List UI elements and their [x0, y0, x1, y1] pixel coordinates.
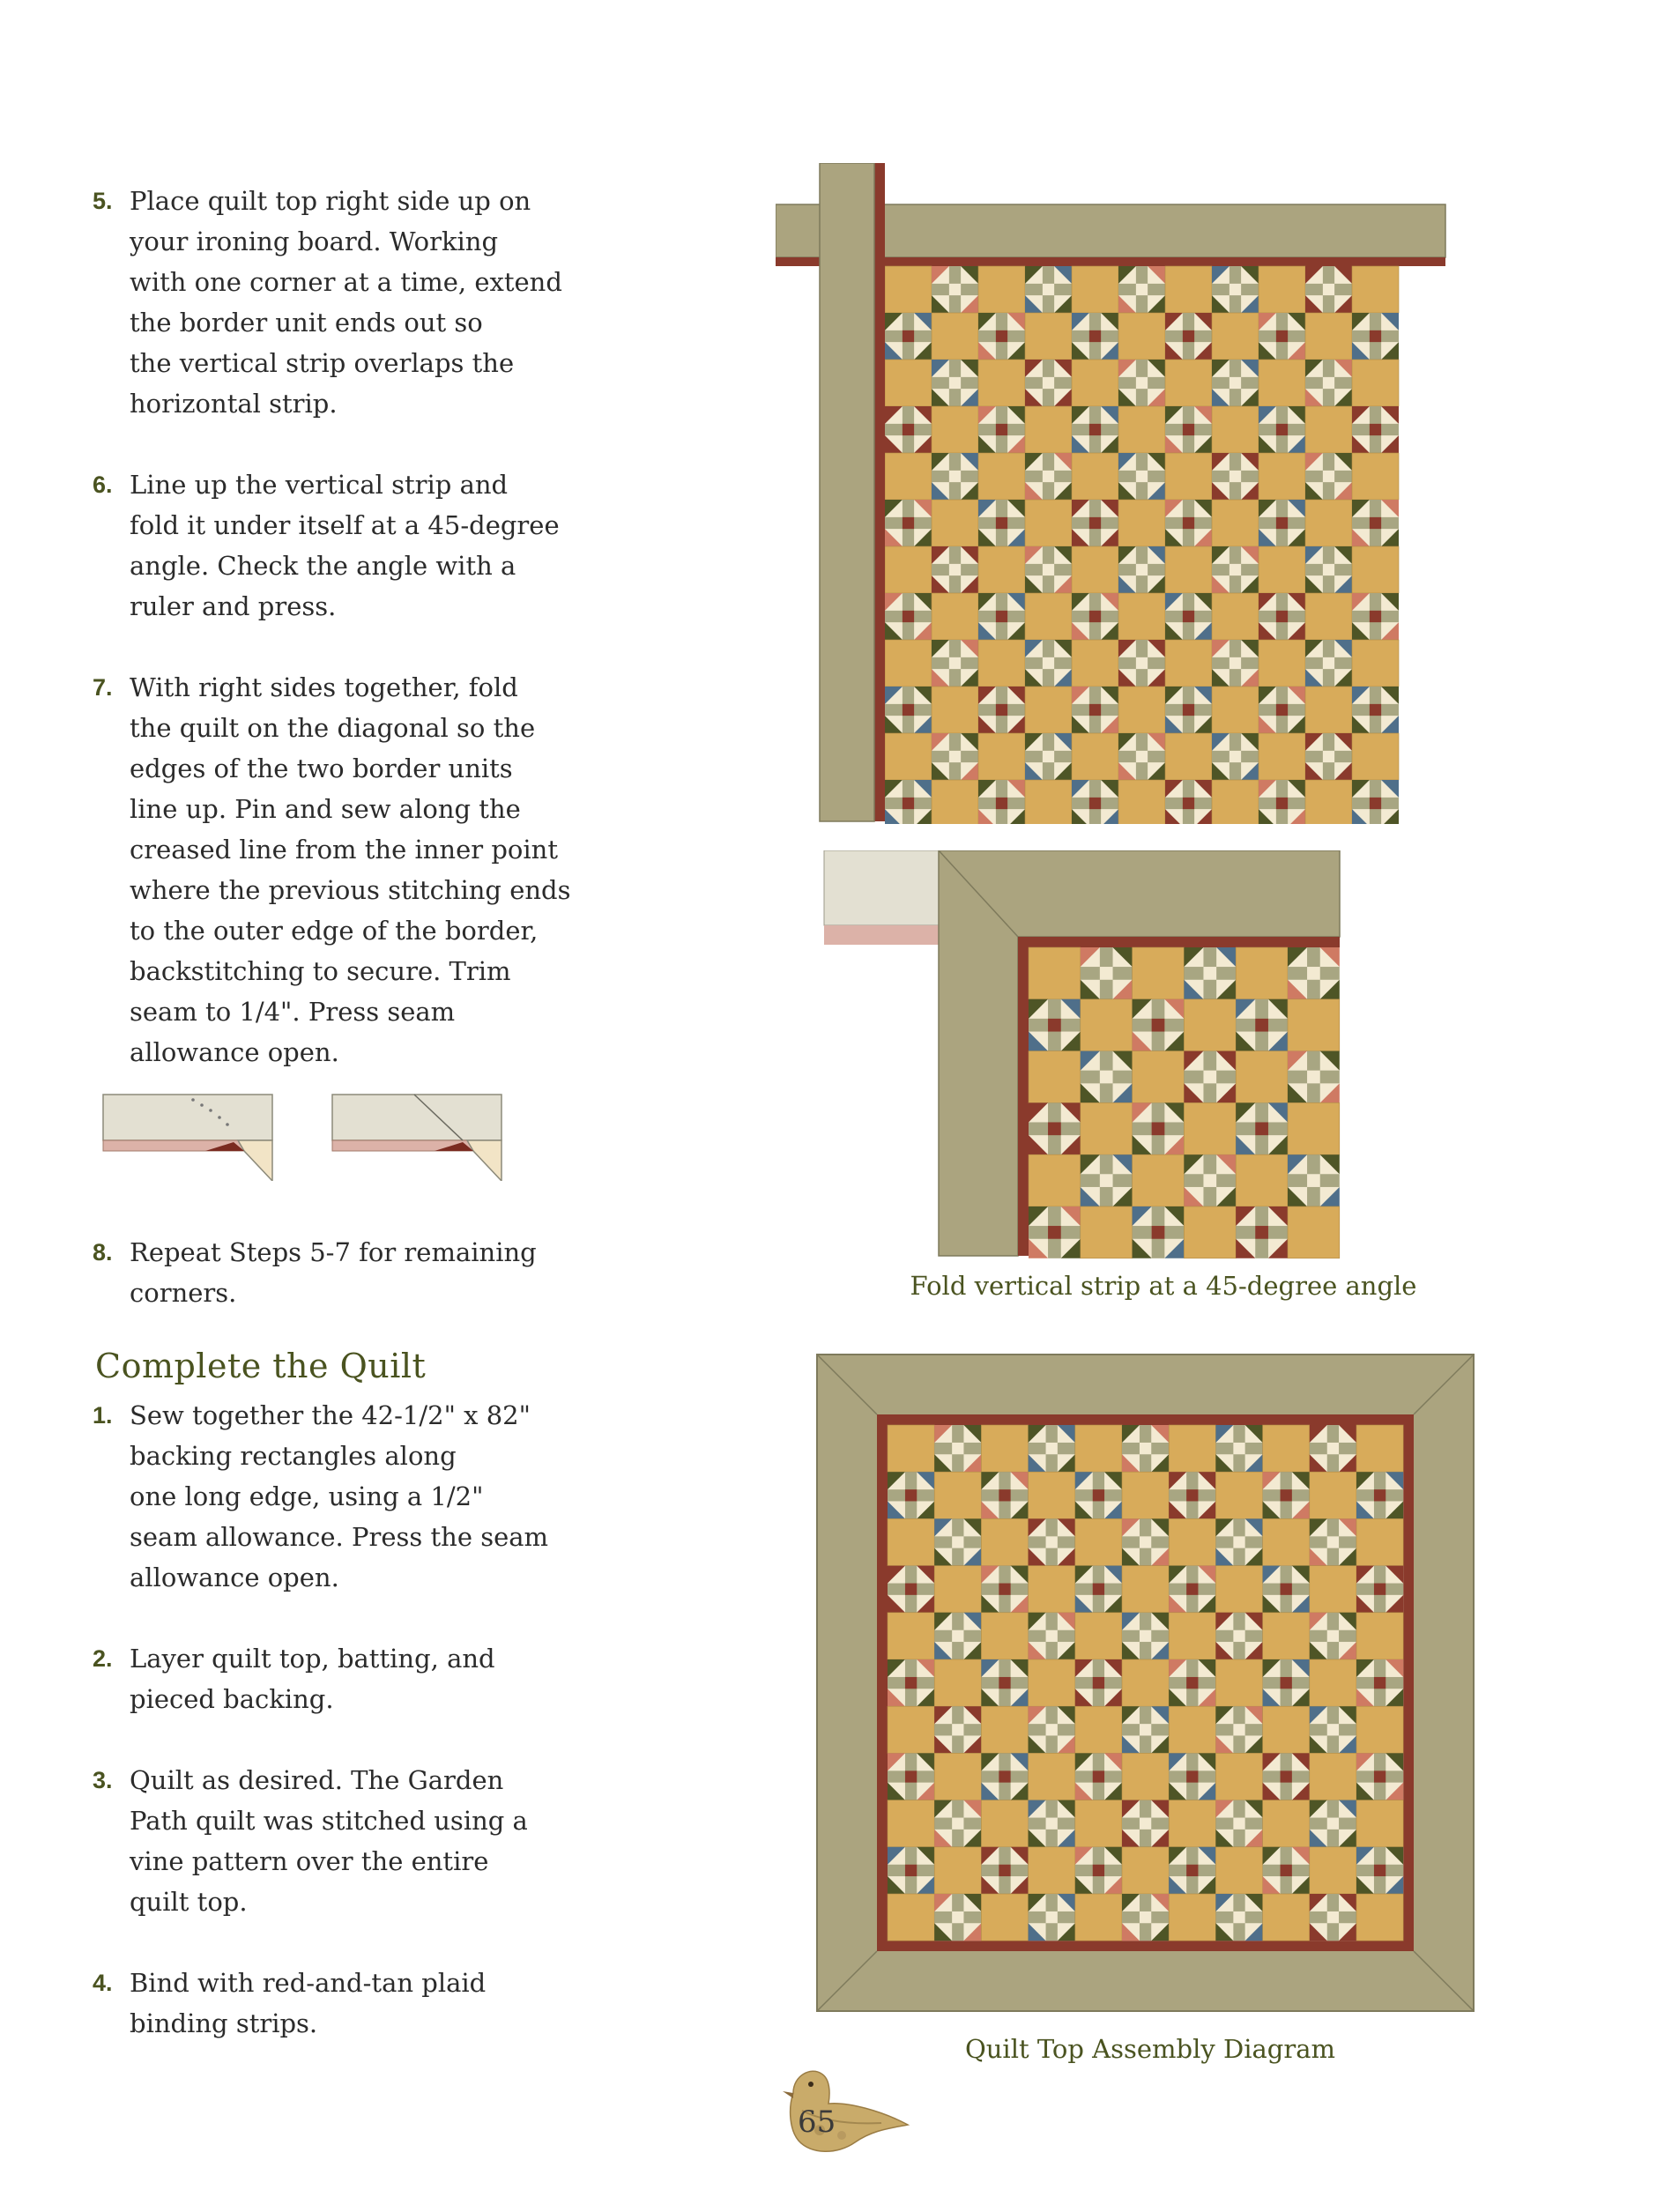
step-line: backing rectangles along — [130, 1441, 457, 1471]
step-number: 5. — [93, 188, 113, 214]
step-line: the vertical strip overlaps the — [130, 348, 515, 378]
complete-step-4 — [93, 1963, 586, 2044]
step-number: 1. — [93, 1402, 113, 1429]
step-line: seam to 1/4". Press seam — [130, 997, 456, 1027]
step-7 — [93, 667, 586, 1073]
step-number: 7. — [93, 674, 113, 701]
step-number: 3. — [93, 1767, 113, 1793]
step-line: Line up the vertical strip and — [130, 470, 509, 500]
step-line: Place quilt top right side up on — [130, 186, 531, 216]
step-line: creased line from the inner point — [130, 835, 558, 865]
complete-step-2 — [93, 1638, 586, 1719]
step-line: Quilt as desired. The Garden — [130, 1765, 504, 1795]
step-line: fold it under itself at a 45-degree — [130, 510, 560, 540]
page-number: 65 — [798, 2104, 836, 2140]
step-line: with one corner at a time, extend — [130, 267, 562, 297]
quilt-corner-blocks — [1029, 947, 1340, 1258]
step-line: quilt top. — [130, 1887, 248, 1917]
step-line: Bind with red-and-tan plaid — [130, 1968, 487, 1998]
complete-step-1 — [93, 1395, 586, 1598]
bird-icon — [767, 2067, 917, 2159]
step-line: corners. — [130, 1278, 237, 1308]
step-6 — [93, 464, 586, 627]
step-5 — [93, 181, 586, 424]
step-line: one long edge, using a 1/2" — [130, 1481, 484, 1511]
step-number: 6. — [93, 471, 113, 498]
section-title: Complete the Quilt — [95, 1347, 427, 1385]
step-line: backstitching to secure. Trim — [130, 956, 511, 986]
complete-step-3 — [93, 1760, 586, 1922]
quilt-blocks-grid — [885, 266, 1399, 824]
step-line: vine pattern over the entire — [130, 1846, 489, 1876]
step-number: 4. — [93, 1970, 113, 1996]
step-line: Sew together the 42-1/2" x 82" — [130, 1400, 531, 1430]
fold-corner-diagram — [820, 850, 1348, 1265]
step-line: where the previous stitching ends — [130, 875, 571, 905]
step-line: your ironing board. Working — [130, 226, 499, 256]
instructions-column — [93, 181, 586, 1073]
step-line: Repeat Steps 5-7 for remaining — [130, 1237, 537, 1267]
seam-illustration-left — [101, 1093, 278, 1181]
quilt-assembly-diagram — [815, 1353, 1485, 2023]
fold-caption: Fold vertical strip at a 45-degree angle — [910, 1271, 1417, 1301]
step-line: pieced backing. — [130, 1684, 334, 1714]
complete-steps-column — [93, 1395, 586, 2044]
seam-illustration-right — [331, 1093, 507, 1181]
step-line: allowance open. — [130, 1037, 339, 1067]
assembly-caption: Quilt Top Assembly Diagram — [964, 2034, 1336, 2064]
step-line: ruler and press. — [130, 591, 337, 621]
step-line: the border unit ends out so — [130, 308, 483, 338]
step-line: Path quilt was stitched using a — [130, 1806, 528, 1836]
step-line: to the outer edge of the border, — [130, 916, 539, 946]
border-extend-diagram — [776, 163, 1450, 824]
step-line: With right sides together, fold — [130, 672, 518, 702]
step-line: Layer quilt top, batting, and — [130, 1644, 495, 1674]
step-line: allowance open. — [130, 1563, 339, 1592]
step-line: line up. Pin and sew along the — [130, 794, 521, 824]
step-line: binding strips. — [130, 2008, 318, 2038]
step-line: horizontal strip. — [130, 389, 338, 419]
step-number: 8. — [93, 1239, 113, 1266]
step-line: angle. Check the angle with a — [130, 551, 516, 581]
step-number: 2. — [93, 1645, 113, 1672]
step-8 — [93, 1232, 623, 1313]
quilt-top-blocks — [888, 1425, 1403, 1941]
step-line: the quilt on the diagonal so the — [130, 713, 536, 743]
step-line: seam allowance. Press the seam — [130, 1522, 549, 1552]
step-line: edges of the two border units — [130, 753, 513, 783]
